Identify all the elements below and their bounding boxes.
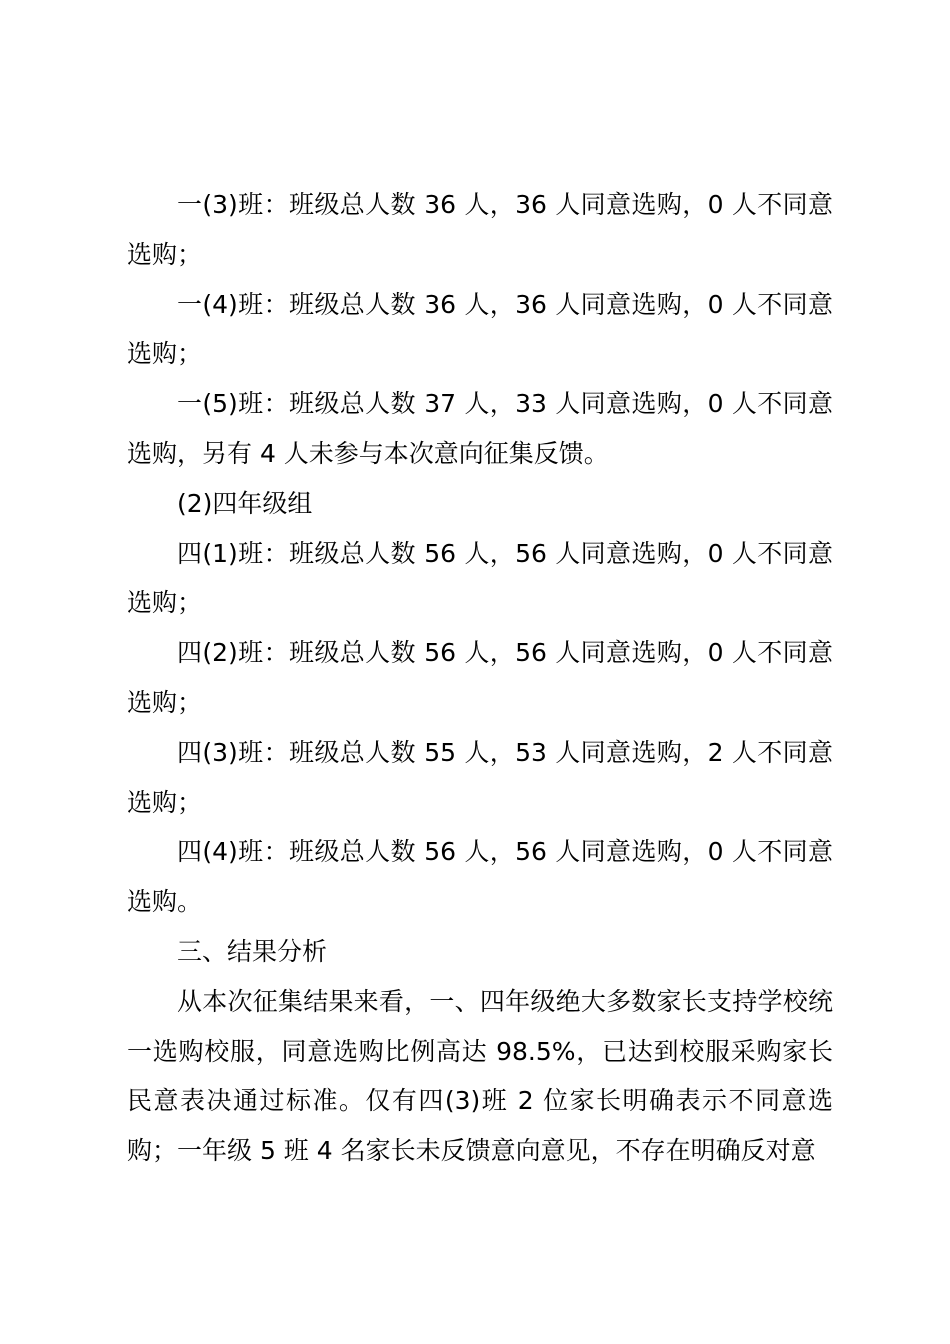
class-1-3-result: 一(3)班：班级总人数 36 人，36 人同意选购，0 人不同意选购； [127, 190, 833, 269]
class-4-4-result: 四(4)班：班级总人数 56 人，56 人同意选购，0 人不同意选购。 [127, 837, 833, 917]
class-4-1-result: 四(1)班：班级总人数 56 人，56 人同意选购，0 人不同意选购； [127, 538, 833, 618]
grade-4-heading: (2)四年级组 [177, 488, 313, 518]
class-1-5-result: 一(5)班：班级总人数 37 人，33 人同意选购，0 人不同意选购，另有 4 人未参与本次意向征集反馈。 [127, 389, 833, 468]
class-4-3-result: 四(3)班：班级总人数 55 人，53 人同意选购，2 人不同意选购； [127, 737, 833, 817]
analysis-paragraph: 从本次征集结果来看，一、四年级绝大多数家长支持学校统一选购校服，同意选购比例高达 98.5%，已达到校服采购家长民意表决通过标准。仅有四(3)班 2 位家长明确表示不同意选购；一年级 5 班 4 名家长未反馈意向意见，不存在明确反对意 [127, 986, 833, 1166]
section-heading-analysis: 三、结果分析 [177, 936, 328, 966]
document-body [127, 180, 833, 1176]
class-4-2-result: 四(2)班：班级总人数 56 人，56 人同意选购，0 人不同意选购； [127, 638, 833, 717]
class-1-4-result: 一(4)班：班级总人数 36 人，36 人同意选购，0 人不同意选购； [127, 289, 833, 369]
